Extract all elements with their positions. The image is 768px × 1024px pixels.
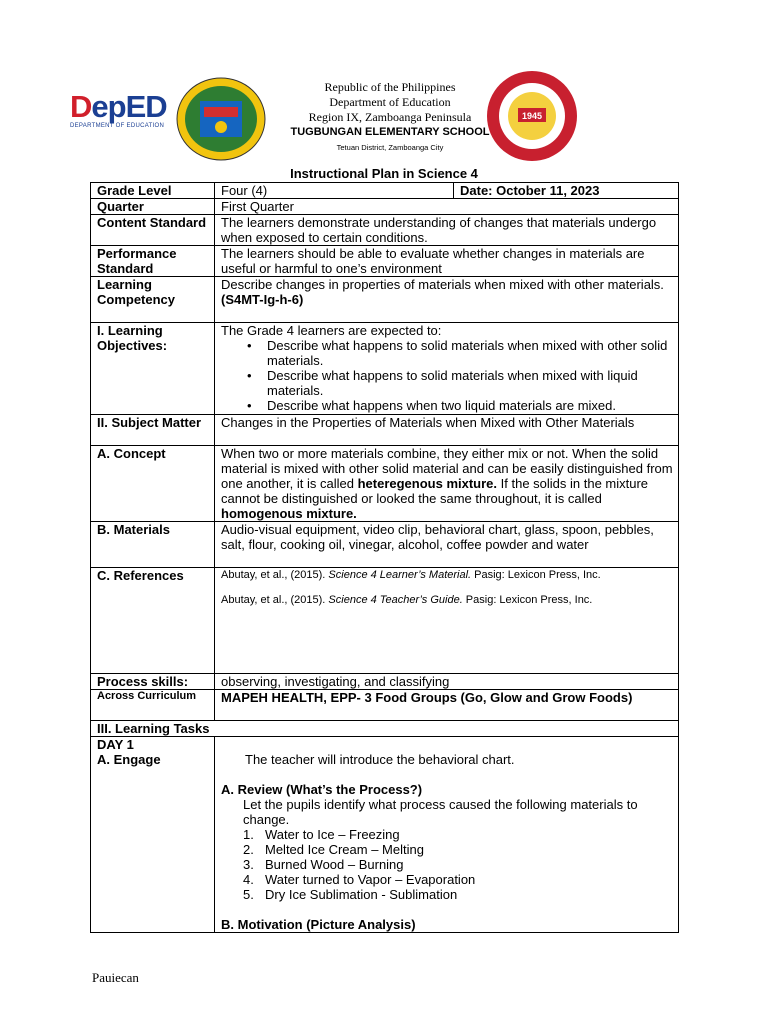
item-text: Melted Ice Cream – Melting <box>265 842 424 857</box>
list-item <box>221 872 674 887</box>
letterhead-line-1: Republic of the Philippines <box>324 80 456 94</box>
engage-label: A. Engage <box>97 752 161 767</box>
concept-text-2: If the solids in the mixture cannot be distinguished or looked the same throughout, it is called <box>221 476 649 506</box>
learning-tasks-heading: III. Learning Tasks <box>91 721 679 737</box>
objectives-cell <box>215 323 679 415</box>
item-text: Water turned to Vapor – Evaporation <box>265 872 476 887</box>
table-row <box>91 522 679 568</box>
concept-cell <box>215 446 679 522</box>
table-row <box>91 737 679 933</box>
date-value: Date: October 11, 2023 <box>454 183 679 199</box>
table-row <box>91 183 679 199</box>
item-number: 2. <box>243 842 254 857</box>
concept-bold-1: heteregenous mixture. <box>357 476 498 491</box>
reference-1-publisher: Pasig: Lexicon Press, Inc. <box>471 569 601 581</box>
content-standard-label: Content Standard <box>91 215 215 246</box>
list-item <box>221 887 674 902</box>
process-skills-label: Process skills: <box>91 674 215 690</box>
school-name: TUGBUNGAN ELEMENTARY SCHOOL <box>290 126 490 138</box>
item-text: Water to Ice – Freezing <box>265 827 400 842</box>
page-title: Instructional Plan in Science 4 <box>290 166 478 181</box>
letterhead-line-2: Department of Education <box>329 95 451 109</box>
materials-label: B. Materials <box>91 522 215 568</box>
school-district: Tetuan District, Zamboanga City <box>336 143 444 152</box>
learning-competency-label: Learning Competency <box>91 277 215 323</box>
process-skills-value: observing, investigating, and classifying <box>215 674 679 690</box>
item-number: 5. <box>243 887 254 902</box>
quarter-value: First Quarter <box>215 199 679 215</box>
table-row <box>91 199 679 215</box>
item-number: 3. <box>243 857 254 872</box>
materials-value: Audio-visual equipment, video clip, behavioral chart, glass, spoon, pebbles, salt, flour, cooking oil, vinegar, alcohol, coffee powder and water <box>215 522 679 568</box>
quarter-label: Quarter <box>91 199 215 215</box>
item-text: Dry Ice Sublimation - Sublimation <box>265 887 458 902</box>
day-1-label: DAY 1 <box>97 737 134 752</box>
reference-1 <box>221 569 674 582</box>
table-row <box>91 568 679 674</box>
table-row <box>91 246 679 277</box>
performance-standard-value: The learners should be able to evaluate whether changes in materials are useful or harmful to one’s environment <box>215 246 679 277</box>
content-standard-value: The learners demonstrate understanding of changes that materials undergo when exposed to certain conditions. <box>215 215 679 246</box>
references-label: C. References <box>91 568 215 674</box>
region-seal-icon <box>176 77 266 161</box>
list-item: • Describe what happens when two liquid materials are mixed. <box>221 398 674 413</box>
table-row <box>91 277 679 323</box>
table-row <box>91 674 679 690</box>
list-item: • Describe what happens to solid materials when mixed with liquid materials. <box>221 368 674 398</box>
list-item <box>221 857 674 872</box>
instructional-plan-table <box>90 182 679 933</box>
table-row <box>91 721 679 737</box>
review-text: Let the pupils identify what process caused the following materials to change. <box>243 797 638 827</box>
concept-text-1: When two or more materials combine, they either mix or not. When the solid material is mixed with other solid material and can be easily distinguished from one another, it is called <box>221 446 673 491</box>
engage-cell <box>215 737 679 933</box>
across-curriculum-label: Across Curriculum <box>91 690 215 721</box>
list-item <box>221 827 674 842</box>
engage-intro: The teacher will introduce the behavioral chart. <box>245 752 515 767</box>
reference-1-title: Science 4 Learner’s Material. <box>328 569 472 581</box>
item-number: 1. <box>243 827 254 842</box>
reference-2 <box>221 594 674 607</box>
grade-level-label: Grade Level <box>91 183 215 199</box>
concept-label: A. Concept <box>91 446 215 522</box>
item-text: Burned Wood – Burning <box>265 857 404 872</box>
motivation-title: B. Motivation (Picture Analysis) <box>221 917 416 932</box>
deped-logo <box>70 89 167 129</box>
list-item: • Describe what happens to solid materials when mixed with other solid materials. <box>221 338 674 368</box>
learning-competency-cell <box>215 277 679 323</box>
reference-1-authors: Abutay, et al., (2015). <box>221 569 329 581</box>
letterhead-line-3: Region IX, Zamboanga Peninsula <box>308 110 472 124</box>
footer-text: Pauiecan <box>92 970 139 985</box>
table-row <box>91 415 679 446</box>
review-title: A. Review (What’s the Process?) <box>221 782 423 797</box>
day-1-label-cell <box>91 737 215 933</box>
deped-logo-rest: epED <box>91 89 167 124</box>
objectives-intro: The Grade 4 learners are expected to: <box>221 323 442 338</box>
reference-2-publisher: Pasig: Lexicon Press, Inc. <box>462 594 593 606</box>
list-item <box>221 842 674 857</box>
table-row <box>91 690 679 721</box>
references-cell <box>215 568 679 674</box>
deped-logo-d: D <box>70 89 92 124</box>
letterhead <box>270 80 510 155</box>
review-list <box>221 827 674 902</box>
objectives-label: I. Learning Objectives: <box>91 323 215 415</box>
table-row <box>91 446 679 522</box>
reference-2-title: Science 4 Teacher’s Guide. <box>328 594 463 606</box>
grade-level-value: Four (4) <box>215 183 454 199</box>
across-curriculum-value: MAPEH HEALTH, EPP- 3 Food Groups (Go, Glow and Grow Foods) <box>215 690 679 721</box>
subject-matter-value: Changes in the Properties of Materials when Mixed with Other Materials <box>215 415 679 446</box>
learning-competency-code: (S4MT-Ig-h-6) <box>221 292 304 307</box>
objectives-list <box>221 338 674 413</box>
school-seal-year: 1945 <box>521 111 543 121</box>
table-row <box>91 215 679 246</box>
reference-2-authors: Abutay, et al., (2015). <box>221 594 329 606</box>
subject-matter-label: II. Subject Matter <box>91 415 215 446</box>
school-seal-icon <box>484 70 580 162</box>
performance-standard-label: Performance Standard <box>91 246 215 277</box>
item-number: 4. <box>243 872 254 887</box>
learning-competency-value: Describe changes in properties of materials when mixed with other materials. <box>221 277 664 292</box>
table-row <box>91 323 679 415</box>
concept-bold-2: homogenous mixture. <box>221 506 357 521</box>
deped-logo-subtitle: DEPARTMENT OF EDUCATION <box>70 123 165 129</box>
